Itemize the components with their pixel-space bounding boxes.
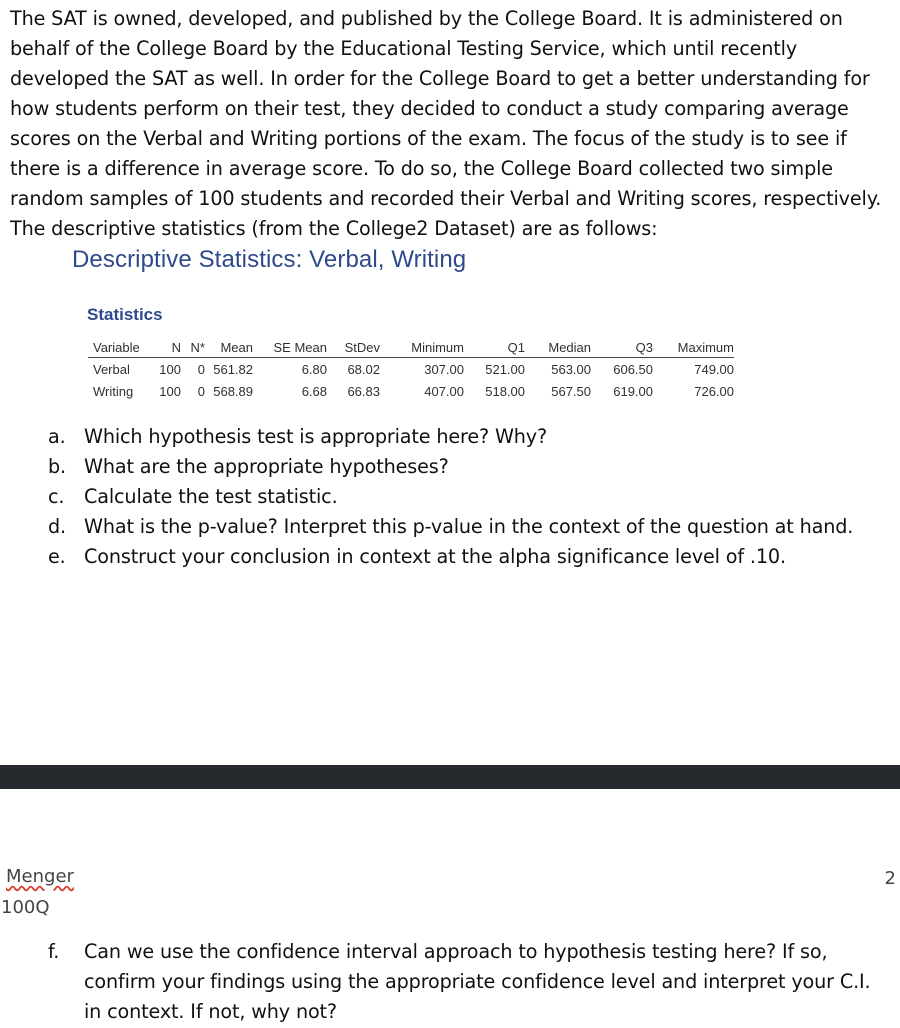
table-row-verbal: [88, 358, 734, 381]
question-item-a: [40, 422, 860, 452]
header-se-mean: SE Mean: [253, 338, 327, 358]
header-n: N: [151, 338, 181, 358]
cell-maximum: 749.00: [694, 361, 734, 377]
cell-minimum: 407.00: [424, 383, 464, 399]
cell-q3: 619.00: [613, 383, 653, 399]
table-row-writing: [88, 380, 734, 402]
cell-variable: Verbal: [93, 361, 130, 377]
cell-median: 567.50: [551, 383, 591, 399]
header-minimum: Minimum: [380, 338, 464, 358]
statistics-subtitle: Statistics: [87, 305, 163, 324]
cell-mean: 561.82: [213, 361, 253, 377]
question-marker: e.: [48, 545, 66, 568]
question-item-c: [40, 482, 860, 512]
footer-course: 100Q: [1, 897, 50, 918]
cell-se-mean: 6.80: [301, 361, 327, 377]
cell-median: 563.00: [551, 361, 591, 377]
cell-stdev: 66.83: [347, 383, 380, 399]
cell-stdev: 68.02: [347, 361, 380, 377]
question-list-continued: [40, 937, 890, 1027]
question-item-b: [40, 452, 860, 482]
cell-n: 100: [159, 361, 181, 377]
page-number: 2: [884, 868, 896, 889]
footer-author-text: Menger: [6, 866, 74, 887]
header-stdev: StDev: [327, 338, 380, 358]
question-text: Which hypothesis test is appropriate here? Why?: [84, 425, 548, 448]
question-marker: b.: [48, 455, 66, 478]
question-marker: d.: [48, 515, 66, 538]
table-header-row: [88, 338, 734, 358]
question-marker: f.: [48, 940, 60, 963]
cell-q3: 606.50: [613, 361, 653, 377]
header-n-star: N*: [181, 338, 205, 358]
header-variable: Variable: [88, 338, 151, 358]
question-marker: a.: [48, 425, 66, 448]
question-item-f: [40, 937, 890, 1027]
footer-author: [6, 866, 74, 887]
statistics-title: Descriptive Statistics: Verbal, Writing: [72, 246, 467, 273]
header-maximum: Maximum: [653, 338, 734, 358]
question-text: Can we use the confidence interval approach to hypothesis testing here? If so, confirm your findings using the appropriate confidence level and interpret your C.I. in context. If not, why not?: [84, 940, 871, 1023]
cell-minimum: 307.00: [424, 361, 464, 377]
question-item-e: [40, 542, 860, 572]
question-text: Construct your conclusion in context at the alpha significance level of .10.: [84, 545, 786, 568]
cell-n-star: 0: [197, 383, 205, 399]
question-text: Calculate the test statistic.: [84, 485, 338, 508]
question-text: What are the appropriate hypotheses?: [84, 455, 449, 478]
cell-mean: 568.89: [213, 383, 253, 399]
cell-q1: 518.00: [485, 383, 525, 399]
header-q1: Q1: [464, 338, 525, 358]
descriptive-statistics-table: [88, 338, 734, 402]
question-item-d: [40, 512, 860, 542]
header-median: Median: [525, 338, 591, 358]
cell-variable: Writing: [93, 383, 134, 399]
question-marker: c.: [48, 485, 65, 508]
cell-n-star: 0: [197, 361, 205, 377]
cell-se-mean: 6.68: [301, 383, 327, 399]
header-mean: Mean: [205, 338, 253, 358]
question-text: What is the p-value? Interpret this p-value in the context of the question at hand.: [84, 515, 854, 538]
page-separator-bar: [0, 765, 900, 789]
intro-paragraph: The SAT is owned, developed, and published by the College Board. It is administered on behalf of the College Board by the Educational Testing Service, which until recently developed the SAT as well. In order for the College Board to get a better understanding for how students perform on their test, they decided to conduct a study comparing average scores on the Verbal and Writing portions of the exam. The focus of the study is to see if there is a difference in average score. To do so, the College Board collected two simple random samples of 100 students and recorded their Verbal and Writing scores, respectively. The descriptive statistics (from the College2 Dataset) are as follows:: [10, 7, 882, 240]
cell-q1: 521.00: [485, 361, 525, 377]
header-q3: Q3: [591, 338, 653, 358]
cell-n: 100: [159, 383, 181, 399]
question-list: [40, 422, 860, 572]
cell-maximum: 726.00: [694, 383, 734, 399]
